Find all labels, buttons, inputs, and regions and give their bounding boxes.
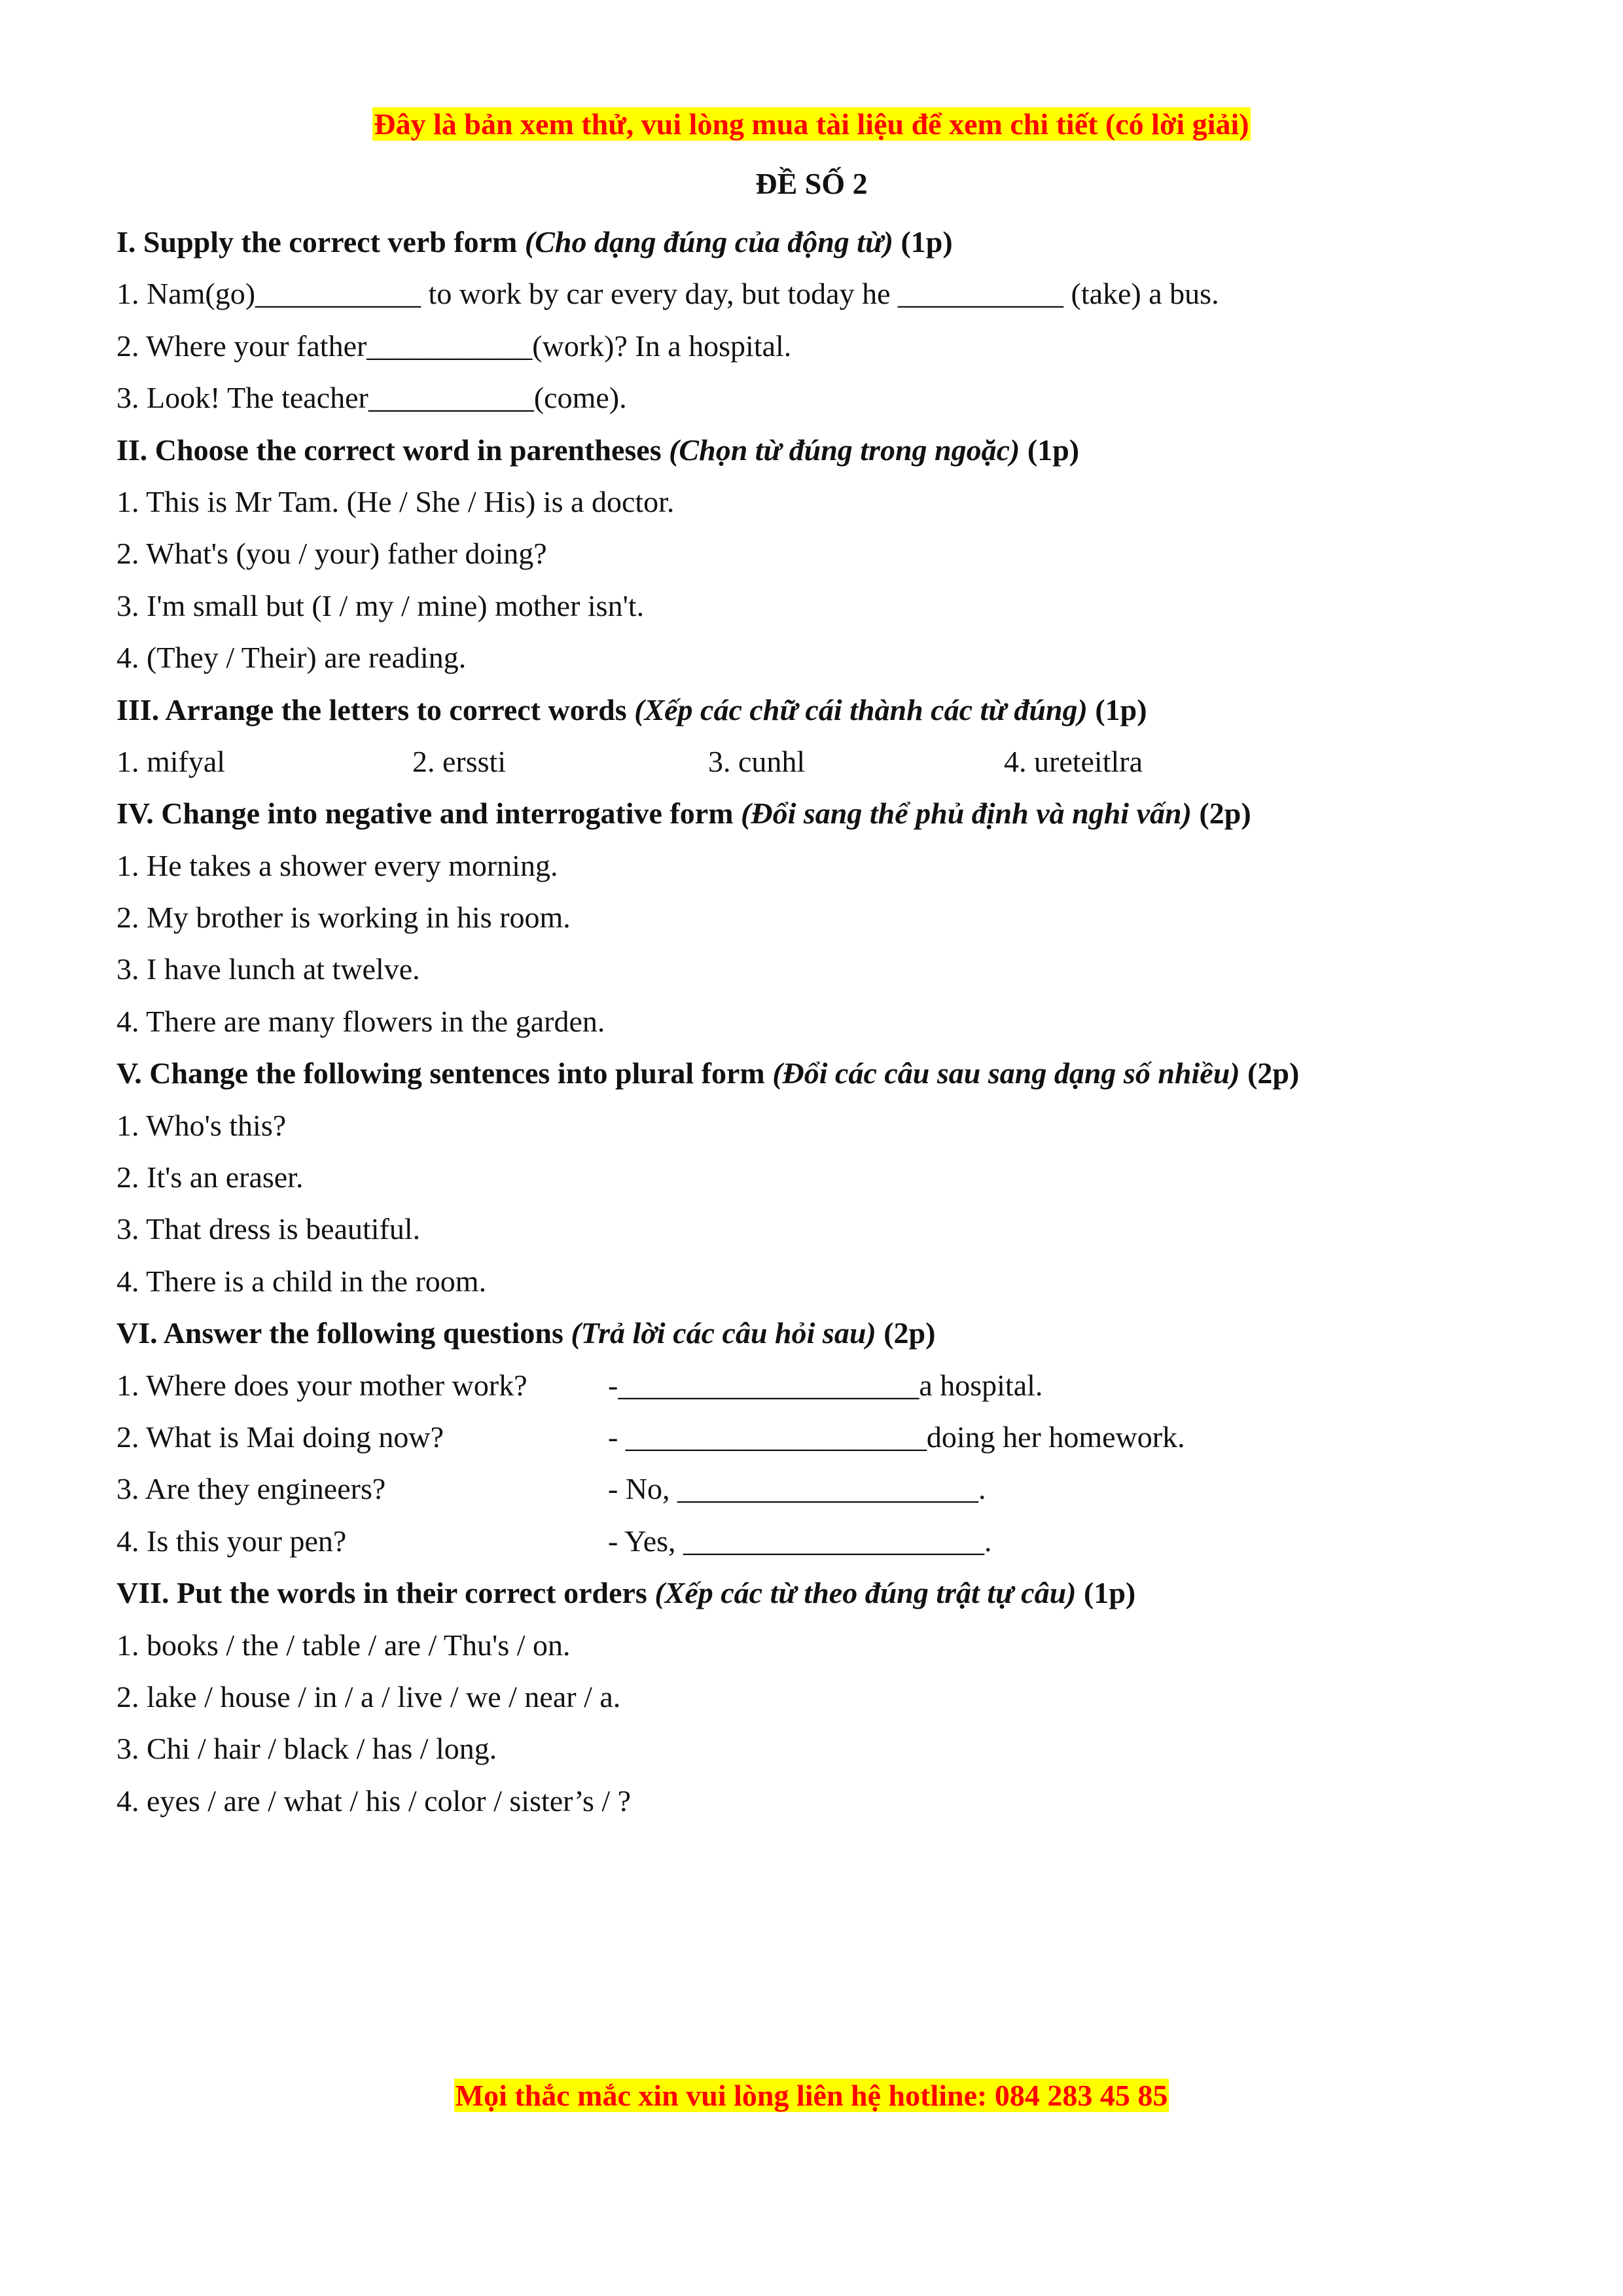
- list-item: 1. He takes a shower every morning.: [116, 848, 558, 882]
- section-5-heading: [116, 1047, 1524, 1099]
- scramble-word: 3. cunhl: [708, 744, 806, 778]
- scramble-word: 2. erssti: [412, 744, 507, 778]
- exercise-content: [116, 216, 1524, 1827]
- section-heading-vietnamese: (Chọn từ đúng trong ngoặc): [669, 433, 1020, 467]
- list-item: 4. eyes / are / what / his / color / sister’s / ?: [116, 1784, 632, 1818]
- list-item: 2. Where your father___________(work)? In a hospital.: [116, 329, 792, 363]
- qa-row: [116, 1359, 1524, 1411]
- section-points: (1p): [1095, 692, 1147, 726]
- list-item: 2. lake / house / in / a / live / we / near / a.: [116, 1679, 621, 1713]
- list-item: 1. This is Mr Tam. (He / She / His) is a doctor.: [116, 484, 675, 518]
- list-item: 2. It's an eraser.: [116, 1160, 304, 1194]
- section-heading-vietnamese: (Đổi các câu sau sang dạng số nhiều): [772, 1056, 1240, 1090]
- list-item: 2. My brother is working in his room.: [116, 901, 571, 935]
- list-item: 1. Who's this?: [116, 1108, 287, 1142]
- section-points: (1p): [901, 225, 953, 259]
- list-item: 2. What's (you / your) father doing?: [116, 537, 547, 571]
- list-item: 3. I'm small but (I / my / mine) mother isn't.: [116, 588, 645, 622]
- section-points: (2p): [1247, 1056, 1300, 1090]
- hotline-text: Mọi thắc mắc xin vui lòng liên hệ hotline: 084 283 45 85: [455, 2079, 1168, 2112]
- section-heading-vietnamese: (Xếp các từ theo đúng trật tự câu): [654, 1576, 1077, 1610]
- section-heading-text: V. Change the following sentences into plural form: [116, 1056, 765, 1090]
- section-heading-vietnamese: (Cho dạng đúng của động từ): [524, 225, 893, 259]
- section-heading-text: I. Supply the correct verb form: [116, 225, 518, 259]
- section-1-heading: [116, 216, 1524, 268]
- qa-row: [116, 1515, 1524, 1567]
- section-points: (1p): [1084, 1576, 1136, 1610]
- section-heading-text: III. Arrange the letters to correct words: [116, 692, 627, 726]
- list-item: 4. (They / Their) are reading.: [116, 641, 467, 675]
- list-item: 3. Chi / hair / black / has / long.: [116, 1732, 497, 1766]
- page-title: ĐỀ SỐ 2: [755, 167, 868, 200]
- section-heading-text: VII. Put the words in their correct orders: [116, 1576, 647, 1610]
- section-heading-text: II. Choose the correct word in parentheses: [116, 433, 662, 467]
- section-heading-text: VI. Answer the following questions: [116, 1316, 563, 1350]
- answer-blank: - Yes, ____________________.: [608, 1524, 992, 1558]
- hotline-banner: [0, 2077, 1623, 2114]
- question-text: 2. What is Mai doing now?: [116, 1420, 444, 1454]
- section-points: (1p): [1027, 433, 1080, 467]
- answer-blank: - No, ____________________.: [608, 1472, 986, 1506]
- section-heading-text: IV. Change into negative and interrogative form: [116, 797, 734, 831]
- section-points: (2p): [883, 1316, 936, 1350]
- section-3-heading: [116, 684, 1524, 736]
- section-4-heading: [116, 787, 1524, 839]
- question-text: 1. Where does your mother work?: [116, 1368, 527, 1402]
- qa-row: [116, 1463, 1524, 1515]
- list-item: 4. There is a child in the room.: [116, 1264, 487, 1298]
- question-text: 4. Is this your pen?: [116, 1524, 347, 1558]
- section-7-heading: [116, 1567, 1524, 1619]
- scramble-word: 4. ureteitlra: [1004, 744, 1143, 778]
- qa-row: [116, 1411, 1524, 1463]
- list-item: 1. Nam(go)___________ to work by car every day, but today he ___________ (take) a bus.: [116, 277, 1219, 311]
- section-6-heading: [116, 1307, 1524, 1359]
- list-item: 1. books / the / table / are / Thu's / on.: [116, 1628, 571, 1662]
- preview-notice-text: Đây là bản xem thử, vui lòng mua tài liệu để xem chi tiết (có lời giải): [374, 107, 1249, 141]
- section-heading-vietnamese: (Trả lời các câu hỏi sau): [571, 1316, 876, 1350]
- section-heading-vietnamese: (Đổi sang thể phủ định và nghi vấn): [741, 797, 1192, 831]
- answer-blank: - ____________________doing her homework.: [608, 1420, 1185, 1454]
- list-item: 3. That dress is beautiful.: [116, 1212, 421, 1246]
- section-2-heading: [116, 424, 1524, 476]
- word-scramble-row: [116, 736, 1524, 787]
- list-item: 4. There are many flowers in the garden.: [116, 1004, 605, 1038]
- answer-blank: -____________________a hospital.: [608, 1368, 1043, 1402]
- section-points: (2p): [1199, 797, 1251, 831]
- preview-notice-banner: [0, 106, 1623, 143]
- section-heading-vietnamese: (Xếp các chữ cái thành các từ đúng): [634, 692, 1088, 726]
- scramble-word: 1. mifyal: [116, 744, 226, 778]
- list-item: 3. Look! The teacher___________(come).: [116, 381, 627, 415]
- list-item: 3. I have lunch at twelve.: [116, 952, 420, 986]
- question-text: 3. Are they engineers?: [116, 1472, 386, 1506]
